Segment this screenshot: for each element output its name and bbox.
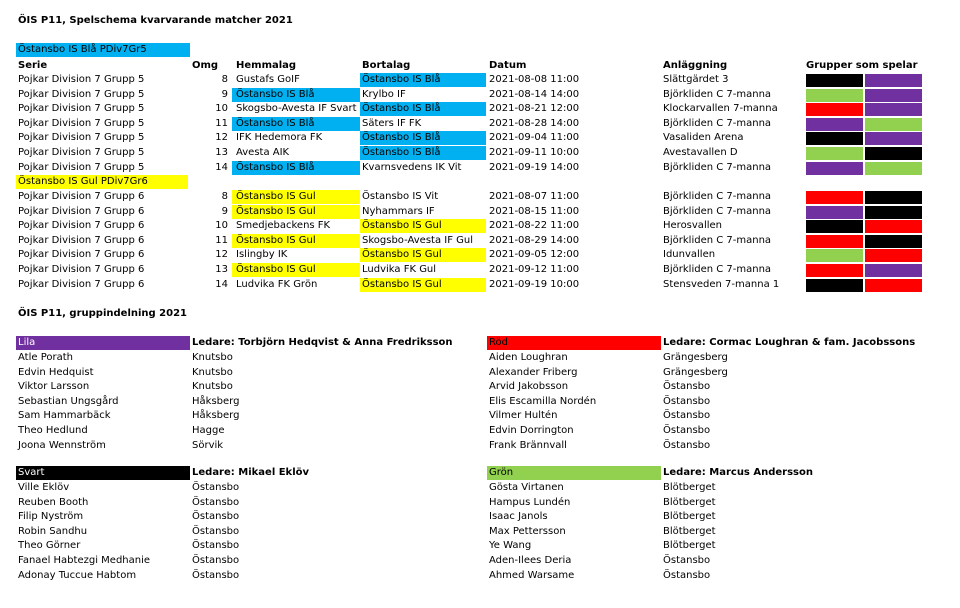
group-swatch <box>865 132 922 145</box>
match-date: 2021-08-29 14:00 <box>489 235 580 246</box>
match-date: 2021-09-04 11:00 <box>489 132 580 143</box>
member-location: Östansbo <box>663 570 711 581</box>
match-date: 2021-09-12 11:00 <box>489 264 580 275</box>
member-name: Filip Nyström <box>18 511 84 522</box>
header-bortalag: Bortalag <box>362 60 411 71</box>
group-swatch <box>806 74 863 87</box>
match-venue: Herosvallen <box>663 220 722 231</box>
match-omg: 9 <box>221 89 228 100</box>
member-location: Blötberget <box>663 540 716 551</box>
match-venue: Klockarvallen 7-manna <box>663 103 778 114</box>
group-swatch <box>865 89 922 102</box>
member-location: Östansbo <box>663 396 711 407</box>
match-serie: Pojkar Division 7 Grupp 6 <box>18 206 145 217</box>
section-label: Östansbo IS Blå PDiv7Gr5 <box>18 44 147 55</box>
match-away-team: Östansbo IS Gul <box>362 220 442 231</box>
match-date: 2021-09-05 12:00 <box>489 249 580 260</box>
match-home-team: Östansbo IS Blå <box>236 89 315 100</box>
group-swatch <box>806 132 863 145</box>
member-name: Theo Hedlund <box>18 425 88 436</box>
match-away-team: Östansbo IS Blå <box>362 147 441 158</box>
match-home-team: Östansbo IS Blå <box>236 162 315 173</box>
group-swatch <box>865 118 922 131</box>
match-home-team: Östansbo IS Gul <box>236 191 316 202</box>
group-swatch <box>865 220 922 233</box>
group-swatch <box>806 162 863 175</box>
match-omg: 8 <box>221 74 228 85</box>
member-name: Joona Wennström <box>18 440 106 451</box>
member-name: Vilmer Hultén <box>489 410 558 421</box>
member-name: Hampus Lundén <box>489 497 571 508</box>
member-location: Grängesberg <box>663 352 728 363</box>
member-location: Grängesberg <box>663 367 728 378</box>
member-name: Aden-Ilees Deria <box>489 555 572 566</box>
schedule-title: ÖIS P11, Spelschema kvarvarande matcher 2021 <box>18 15 293 26</box>
group-swatch <box>865 264 922 277</box>
group-name: Lila <box>18 337 36 348</box>
match-date: 2021-08-15 11:00 <box>489 206 580 217</box>
member-location: Östansbo <box>192 511 240 522</box>
match-date: 2021-08-07 11:00 <box>489 191 580 202</box>
member-name: Robin Sandhu <box>18 526 88 537</box>
group-swatch <box>806 235 863 248</box>
group-swatch <box>806 206 863 219</box>
groups-title: ÖIS P11, gruppindelning 2021 <box>18 308 188 319</box>
match-home-team: Östansbo IS Gul <box>236 264 316 275</box>
member-name: Ville Eklöv <box>18 482 70 493</box>
match-date: 2021-09-11 10:00 <box>489 147 580 158</box>
match-home-team: Islingby IK <box>236 249 288 260</box>
match-omg: 10 <box>215 103 228 114</box>
member-location: Knutsbo <box>192 352 233 363</box>
match-venue: Björkliden C 7-manna <box>663 264 772 275</box>
member-name: Reuben Booth <box>18 497 89 508</box>
member-location: Blötberget <box>663 526 716 537</box>
match-serie: Pojkar Division 7 Grupp 6 <box>18 249 145 260</box>
group-swatch <box>865 249 922 262</box>
match-serie: Pojkar Division 7 Grupp 5 <box>18 74 145 85</box>
match-home-team: Östansbo IS Gul <box>236 235 316 246</box>
match-away-team: Östansbo IS Gul <box>362 279 442 290</box>
section-label: Östansbo IS Gul PDiv7Gr6 <box>18 176 148 187</box>
header-anlaggning: Anläggning <box>663 60 728 71</box>
match-away-team: Ludvika FK Gul <box>362 264 437 275</box>
member-location: Östansbo <box>192 497 240 508</box>
member-name: Edvin Hedquist <box>18 367 94 378</box>
member-name: Viktor Larsson <box>18 381 90 392</box>
member-location: Håksberg <box>192 410 240 421</box>
group-swatch <box>806 103 863 116</box>
member-location: Östansbo <box>192 526 240 537</box>
group-swatch <box>865 206 922 219</box>
member-name: Ye Wang <box>489 540 532 551</box>
match-serie: Pojkar Division 7 Grupp 5 <box>18 103 145 114</box>
group-swatch <box>806 264 863 277</box>
match-home-team: Östansbo IS Blå <box>236 118 315 129</box>
member-name: Edvin Dorrington <box>489 425 574 436</box>
match-away-team: Östansbo IS Blå <box>362 103 441 114</box>
header-omg: Omg <box>192 60 219 71</box>
match-omg: 14 <box>215 162 228 173</box>
match-venue: Slättgärdet 3 <box>663 74 729 85</box>
match-date: 2021-08-14 14:00 <box>489 89 580 100</box>
match-serie: Pojkar Division 7 Grupp 6 <box>18 191 145 202</box>
header-grupper: Grupper som spelar <box>806 60 918 71</box>
group-swatch <box>806 191 863 204</box>
member-location: Östansbo <box>663 555 711 566</box>
match-serie: Pojkar Division 7 Grupp 5 <box>18 147 145 158</box>
match-home-team: IFK Hedemora FK <box>236 132 323 143</box>
match-home-team: Ludvika FK Grön <box>236 279 318 290</box>
match-omg: 8 <box>221 191 228 202</box>
member-location: Sörvik <box>192 440 224 451</box>
match-home-team: Avesta AIK <box>236 147 290 158</box>
member-location: Östansbo <box>663 410 711 421</box>
member-name: Frank Brännvall <box>489 440 567 451</box>
match-venue: Stensveden 7-manna 1 <box>663 279 780 290</box>
match-away-team: Östansbo IS Vit <box>362 191 439 202</box>
member-location: Håksberg <box>192 396 240 407</box>
match-omg: 13 <box>215 264 228 275</box>
match-omg: 10 <box>215 220 228 231</box>
group-swatch <box>865 103 922 116</box>
match-venue: Björkliden C 7-manna <box>663 191 772 202</box>
match-away-team: Skogsbo-Avesta IF Gul <box>362 235 474 246</box>
member-location: Blötberget <box>663 511 716 522</box>
match-date: 2021-09-19 10:00 <box>489 279 580 290</box>
match-home-team: Smedjebackens FK <box>236 220 331 231</box>
group-header-bg <box>487 336 661 350</box>
match-date: 2021-08-08 11:00 <box>489 74 580 85</box>
match-venue: Björkliden C 7-manna <box>663 235 772 246</box>
group-swatch <box>865 74 922 87</box>
group-swatch <box>806 220 863 233</box>
group-swatch <box>806 89 863 102</box>
group-swatch <box>806 249 863 262</box>
match-home-team: Skogsbo-Avesta IF Svart <box>236 103 357 114</box>
member-location: Blötberget <box>663 482 716 493</box>
member-name: Isaac Janols <box>489 511 548 522</box>
match-serie: Pojkar Division 7 Grupp 5 <box>18 132 145 143</box>
group-swatch <box>865 235 922 248</box>
match-serie: Pojkar Division 7 Grupp 5 <box>18 89 145 100</box>
member-location: Östansbo <box>663 425 711 436</box>
member-location: Blötberget <box>663 497 716 508</box>
match-away-team: Nyhammars IF <box>362 206 435 217</box>
match-omg: 12 <box>215 132 228 143</box>
group-swatch <box>865 162 922 175</box>
match-date: 2021-09-19 14:00 <box>489 162 580 173</box>
member-name: Gösta Virtanen <box>489 482 564 493</box>
group-name: Röd <box>489 337 508 348</box>
match-venue: Björkliden C 7-manna <box>663 162 772 173</box>
match-away-team: Östansbo IS Gul <box>362 249 442 260</box>
member-location: Östansbo <box>192 555 240 566</box>
member-location: Östansbo <box>192 540 240 551</box>
group-leader: Ledare: Marcus Andersson <box>663 467 813 478</box>
match-date: 2021-08-22 11:00 <box>489 220 580 231</box>
group-leader: Ledare: Torbjörn Hedqvist & Anna Fredriksson <box>192 337 453 348</box>
group-swatch <box>806 118 863 131</box>
match-away-team: Säters IF FK <box>362 118 422 129</box>
group-swatch <box>865 279 922 292</box>
member-location: Knutsbo <box>192 367 233 378</box>
member-location: Hagge <box>192 425 225 436</box>
match-omg: 11 <box>215 118 228 129</box>
match-serie: Pojkar Division 7 Grupp 6 <box>18 235 145 246</box>
member-name: Atle Porath <box>18 352 73 363</box>
member-location: Östansbo <box>192 570 240 581</box>
match-date: 2021-08-21 12:00 <box>489 103 580 114</box>
group-leader: Ledare: Mikael Eklöv <box>192 467 310 478</box>
header-hemmalag: Hemmalag <box>236 60 297 71</box>
member-location: Östansbo <box>663 381 711 392</box>
match-venue: Björkliden C 7-manna <box>663 206 772 217</box>
match-venue: Björkliden C 7-manna <box>663 89 772 100</box>
group-swatch <box>865 147 922 160</box>
match-venue: Idunvallen <box>663 249 716 260</box>
group-swatch <box>806 147 863 160</box>
match-venue: Vasaliden Arena <box>663 132 744 143</box>
match-away-team: Östansbo IS Blå <box>362 132 441 143</box>
match-venue: Björkliden C 7-manna <box>663 118 772 129</box>
match-omg: 11 <box>215 235 228 246</box>
member-name: Sebastian Ungsgård <box>18 396 119 407</box>
group-leader: Ledare: Cormac Loughran & fam. Jacobssons <box>663 337 916 348</box>
match-omg: 13 <box>215 147 228 158</box>
group-swatch <box>806 279 863 292</box>
match-serie: Pojkar Division 7 Grupp 5 <box>18 162 145 173</box>
member-name: Max Pettersson <box>489 526 566 537</box>
match-date: 2021-08-28 14:00 <box>489 118 580 129</box>
member-name: Aiden Loughran <box>489 352 568 363</box>
member-name: Alexander Friberg <box>489 367 578 378</box>
match-omg: 14 <box>215 279 228 290</box>
match-away-team: Östansbo IS Blå <box>362 74 441 85</box>
member-name: Theo Görner <box>18 540 81 551</box>
match-home-team: Gustafs GoIF <box>236 74 300 85</box>
member-location: Östansbo <box>663 440 711 451</box>
member-location: Knutsbo <box>192 381 233 392</box>
header-serie: Serie <box>18 60 48 71</box>
group-swatch <box>865 191 922 204</box>
member-name: Sam Hammarbäck <box>18 410 111 421</box>
match-serie: Pojkar Division 7 Grupp 5 <box>18 118 145 129</box>
match-venue: Avestavallen D <box>663 147 738 158</box>
group-header-bg <box>16 336 190 350</box>
member-location: Östansbo <box>192 482 240 493</box>
match-serie: Pojkar Division 7 Grupp 6 <box>18 264 145 275</box>
match-away-team: Kvarnsvedens IK Vit <box>362 162 462 173</box>
match-home-team: Östansbo IS Gul <box>236 206 316 217</box>
match-omg: 9 <box>221 206 228 217</box>
member-name: Adonay Tuccue Habtom <box>18 570 137 581</box>
member-name: Elis Escamilla Nordén <box>489 396 597 407</box>
member-name: Ahmed Warsame <box>489 570 575 581</box>
member-name: Arvid Jakobsson <box>489 381 569 392</box>
group-name: Grön <box>489 467 514 478</box>
match-serie: Pojkar Division 7 Grupp 6 <box>18 279 145 290</box>
match-serie: Pojkar Division 7 Grupp 6 <box>18 220 145 231</box>
header-datum: Datum <box>489 60 527 71</box>
member-name: Fanael Habtezgi Medhanie <box>18 555 151 566</box>
match-omg: 12 <box>215 249 228 260</box>
group-name: Svart <box>18 467 45 478</box>
match-away-team: Krylbo IF <box>362 89 406 100</box>
